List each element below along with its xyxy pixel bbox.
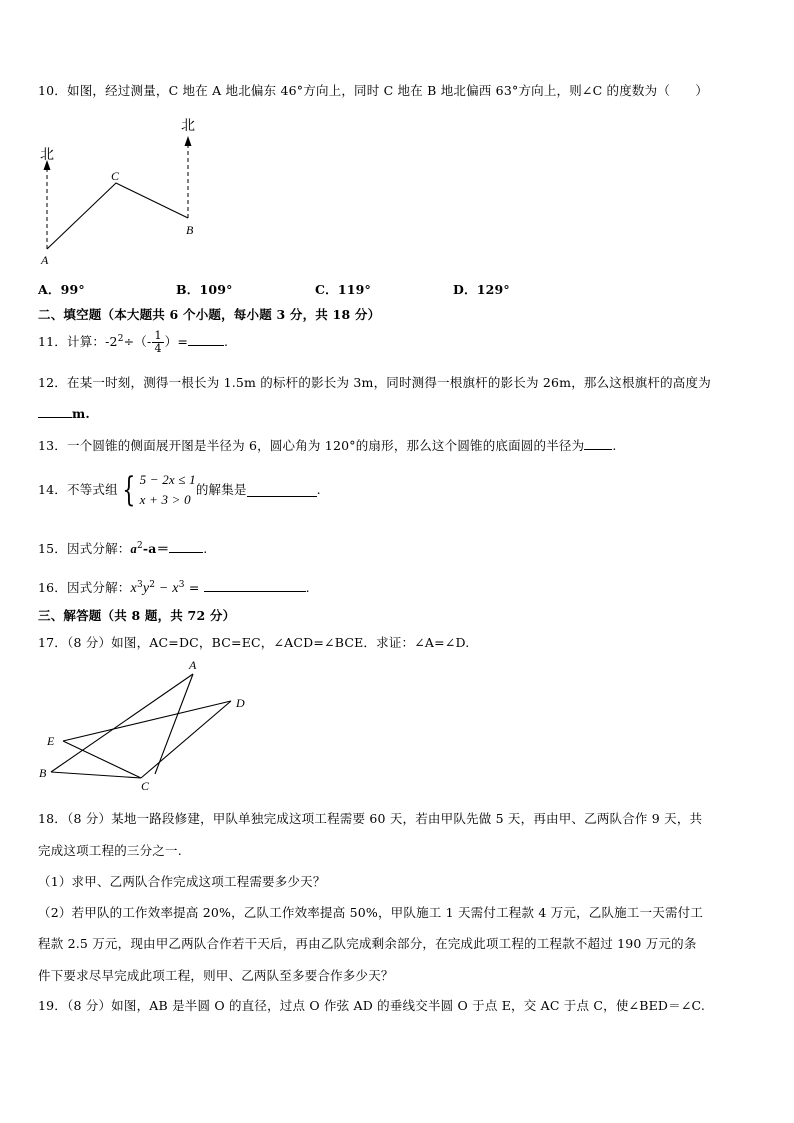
q18-part2-line1: （2）若甲队的工作效率提高 20%，乙队工作效率提高 50%，甲队施工 1 天需付工程款 4 万元，乙队施工一天需付工: [38, 905, 704, 920]
segment-bc: [51, 772, 141, 778]
q13: 13．一个圆锥的侧面展开图是半径为 6，圆心角为 120°的扇形，那么这个圆锥的底面圆的半径为 .: [38, 438, 617, 453]
q11-suffix: ）=: [164, 334, 189, 350]
q15: 15．因式分解：$a^2-a=$ .: [38, 541, 208, 557]
section-3-heading: 三、解答题（共 8 题，共 72 分）: [38, 608, 236, 623]
q10-option-b: B．109°: [176, 282, 233, 297]
q18-part1: （1）求甲、乙两队合作完成这项工程需要多少天？: [38, 874, 326, 889]
q10-text: 10．如图，经过测量，C 地在 A 地北偏东 46°方向上，同时 C 地在 B 地北偏西 63°方向上，则∠C 的度数为（ ）: [38, 83, 709, 98]
north-label-b: 北: [181, 119, 195, 134]
point-d-label: D: [236, 696, 245, 710]
q14-system: 5 − 2x ≤ 1 x + 3 > 0: [139, 472, 196, 507]
q11-mid: ÷（-: [123, 334, 152, 350]
q19-text: 19．（8 分）如图，AB 是半圆 O 的直径，过点 O 作弦 AD 的垂线交半圆 O 于点 E，交 AC 于点 C，使∠BED＝∠C.: [38, 998, 705, 1013]
north-label-a: 北: [40, 148, 54, 163]
q16: 16．因式分解：$x^3y^2 - x^3$ = .: [38, 580, 310, 597]
path-acb: [47, 183, 188, 249]
q11-prefix: 11．计算：-2: [38, 334, 118, 350]
q11-answer-blank: [188, 333, 224, 346]
q18-line1: 18．（8 分）某地一路段修建，甲队单独完成这项工程需要 60 天，若由甲队先做 5 天，再由甲、乙两队合作 9 天，共: [38, 811, 703, 826]
q17-figure: [35, 655, 260, 795]
q18-part2-line3: 件下要求尽早完成此项工程，则甲、乙两队至多要合作多少天？: [38, 968, 394, 983]
q16-answer-blank: [204, 579, 306, 592]
segment-ec: [63, 741, 141, 778]
q10-figure: [30, 112, 220, 272]
point-a-label: A: [189, 658, 197, 672]
q17-text: 17．（8 分）如图，AC=DC，BC=EC，∠ACD=∠BCE．求证：∠A=∠D.: [38, 635, 470, 650]
point-b-label: B: [186, 223, 194, 237]
q10-option-d: D．129°: [453, 282, 510, 297]
q12-line2: m.: [38, 405, 90, 423]
q10-option-a: A．99°: [38, 282, 85, 297]
section-2-heading: 二、填空题（本大题共 6 个小题，每小题 3 分，共 18 分）: [38, 307, 381, 322]
point-c-label: C: [141, 779, 150, 793]
q11: 11．计算：$-2^2\div(-$ $\frac{1}{4}$ ）= .: [38, 329, 229, 356]
q15-answer-blank: [169, 540, 203, 553]
q18-part2-line2: 程款 2.5 万元，现由甲乙两队合作若干天后，再由乙队完成剩余部分，在完成此项工程的工程款不超过 190 万元的条: [38, 936, 697, 951]
q14-answer-blank: [247, 484, 317, 497]
segment-de: [63, 701, 231, 741]
q14: 14．不等式组 { 5 − 2x ≤ 1 x + 3 > 0 的解集是 .: [38, 470, 321, 510]
point-b-label: B: [39, 766, 47, 780]
segment-ca: [155, 674, 193, 774]
segment-ab: [51, 674, 193, 772]
q12-line1: 12．在某一时刻，测得一根长为 1.5m 的标杆的影长为 3m，同时测得一根旗杆的影长为 26m，那么这根旗杆的高度为: [38, 375, 711, 390]
q10-option-c: C．119°: [315, 282, 371, 297]
point-a-label: A: [41, 253, 49, 267]
point-c-label: C: [111, 169, 120, 183]
q14-brace: {: [122, 470, 136, 510]
q11-fraction: $\frac{1}{4}$: [154, 329, 162, 356]
q12-answer-blank: [38, 405, 72, 418]
point-e-label: E: [47, 734, 55, 748]
q11-sup: 2: [117, 334, 124, 344]
q13-answer-blank: [584, 437, 612, 450]
north-arrow-b-icon: [185, 136, 192, 146]
q18-line2: 完成这项工程的三分之一.: [38, 843, 182, 858]
segment-cd: [141, 701, 231, 778]
